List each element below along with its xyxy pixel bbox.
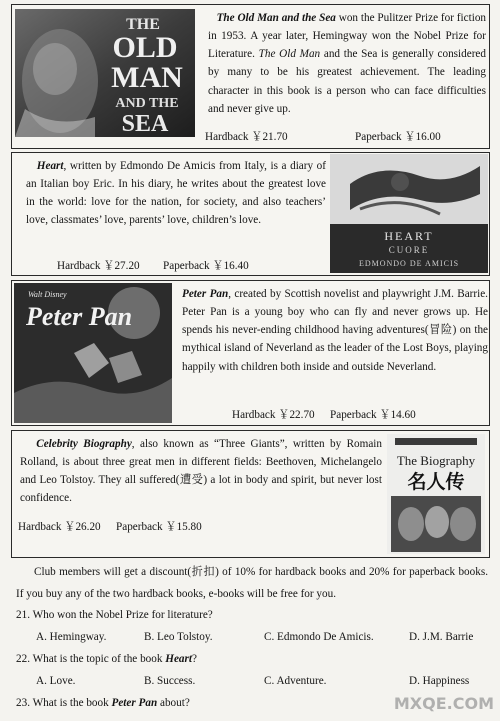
q21-option-d[interactable]: D. J.M. Barrie <box>409 631 474 643</box>
book-panel-peter-pan <box>11 280 490 426</box>
cover-peter-pan <box>14 283 172 423</box>
discount-note: Club members will get a discount(折扣) of 10% for hardback books and 20% for paperback books. If you buy any of the two hardback books, e-books will be free for you. <box>16 566 488 600</box>
q21-option-b[interactable]: B. Leo Tolstoy. <box>144 631 213 643</box>
hardback-price-old-man: Hardback ￥21.70 <box>205 131 288 143</box>
question-23-book: Peter Pan <box>111 697 158 709</box>
hardback-price-peter-pan: Hardback ￥22.70 <box>232 409 315 421</box>
q21-option-a[interactable]: A. Hemingway. <box>36 631 107 643</box>
book-desc-heart: Heart, written by Edmondo De Amicis from Italy, is a diary of an Italian boy Eric. In his diary, he writes about the greatest love in the world: love for the nation, for society, and also teachers’ love, classmates’ love, parents’ love, children’s love. <box>26 160 326 227</box>
q22-option-a[interactable]: A. Love. <box>36 675 76 687</box>
price-heart <box>57 257 327 275</box>
cover-heart-title: HEART <box>384 229 434 243</box>
q22-option-d[interactable]: D. Happiness <box>409 675 470 687</box>
question-21 <box>16 606 492 624</box>
cover-heart-author: EDMONDO DE AMICIS <box>358 259 460 268</box>
q22-option-c[interactable]: C. Adventure. <box>264 675 327 687</box>
question-21-stem: 21. Who won the Nobel Prize for literature? <box>16 609 213 621</box>
cover-peter-pan-title: Peter Pan <box>26 302 133 331</box>
book-desc-old-man: The Old Man and the Sea won the Pulitzer Prize for fiction in 1953. A year later, Hemingway won the Nobel Prize for Literature. The Old Man and the Sea is generally considered by many to be his greatest achievement. The leading character in this book is a person who can face difficulties and never give up. <box>208 12 487 115</box>
cover-biography-title: The Biography <box>396 453 476 468</box>
cover-old-man-line-3: MAN <box>111 61 183 94</box>
book-desc-peter-pan: Peter Pan, created by Scottish novelist and playwright J.M. Barrie. Peter Pan is a young boy who can fly and never grows up. He spends his never-ending childhood having adventures(冒险) on the mythical island of Neverland as the leader of the Lost Boys, playing happily with children both inside and outside Neverland. <box>182 288 488 373</box>
book-panel-biography <box>11 430 490 558</box>
price-old-man <box>205 128 475 146</box>
hardback-price-biography: Hardback ￥26.20 <box>18 521 101 533</box>
hardback-price-heart: Hardback ￥27.20 <box>57 260 140 272</box>
cover-old-man-line-4: AND THE <box>115 96 179 111</box>
book-title-biography: Celebrity Biography <box>36 438 132 450</box>
paperback-price-old-man: Paperback ￥16.00 <box>355 131 441 143</box>
question-23: 23. What is the book Peter Pan about? <box>16 697 190 709</box>
question-22-book: Heart <box>165 653 192 665</box>
price-biography <box>18 518 278 536</box>
watermark: MXQE.COM <box>393 694 494 714</box>
cover-old-man-line-1: THE <box>126 16 160 33</box>
cover-old-man-line-5: SEA <box>121 111 169 137</box>
book-panel-heart <box>11 152 490 276</box>
price-peter-pan <box>232 406 482 424</box>
book-title-peter-pan: Peter Pan <box>182 288 229 300</box>
cover-biography <box>387 434 485 554</box>
paperback-price-heart: Paperback ￥16.40 <box>163 260 249 272</box>
q21-option-c[interactable]: C. Edmondo De Amicis. <box>264 631 374 643</box>
paperback-price-peter-pan: Paperback ￥14.60 <box>330 409 416 421</box>
book-title-heart: Heart <box>36 160 64 172</box>
cover-biography-cn: 名人传 <box>407 472 465 493</box>
book-title-old-man: The Old Man and the Sea <box>216 12 336 24</box>
cover-heart-sub: CUORE <box>388 245 430 255</box>
cover-old-man-line-2: OLD <box>112 31 178 64</box>
question-22: 22. What is the topic of the book Heart? <box>16 653 197 665</box>
cover-peter-pan-brand: Walt Disney <box>28 290 67 299</box>
cover-heart <box>330 154 488 273</box>
book-desc-biography: Celebrity Biography, also known as “Three Giants”, written by Romain Rolland, is about three great men in different fields: Beethoven, Michelangelo and Leo Tolstoy. They all suffered(遭受) a lot in body and spirit, but never lost confidence. <box>20 438 382 505</box>
cover-old-man-and-the-sea <box>15 9 195 137</box>
q22-option-b[interactable]: B. Success. <box>144 675 196 687</box>
book-panel-old-man <box>11 4 490 149</box>
paperback-price-biography: Paperback ￥15.80 <box>116 521 202 533</box>
